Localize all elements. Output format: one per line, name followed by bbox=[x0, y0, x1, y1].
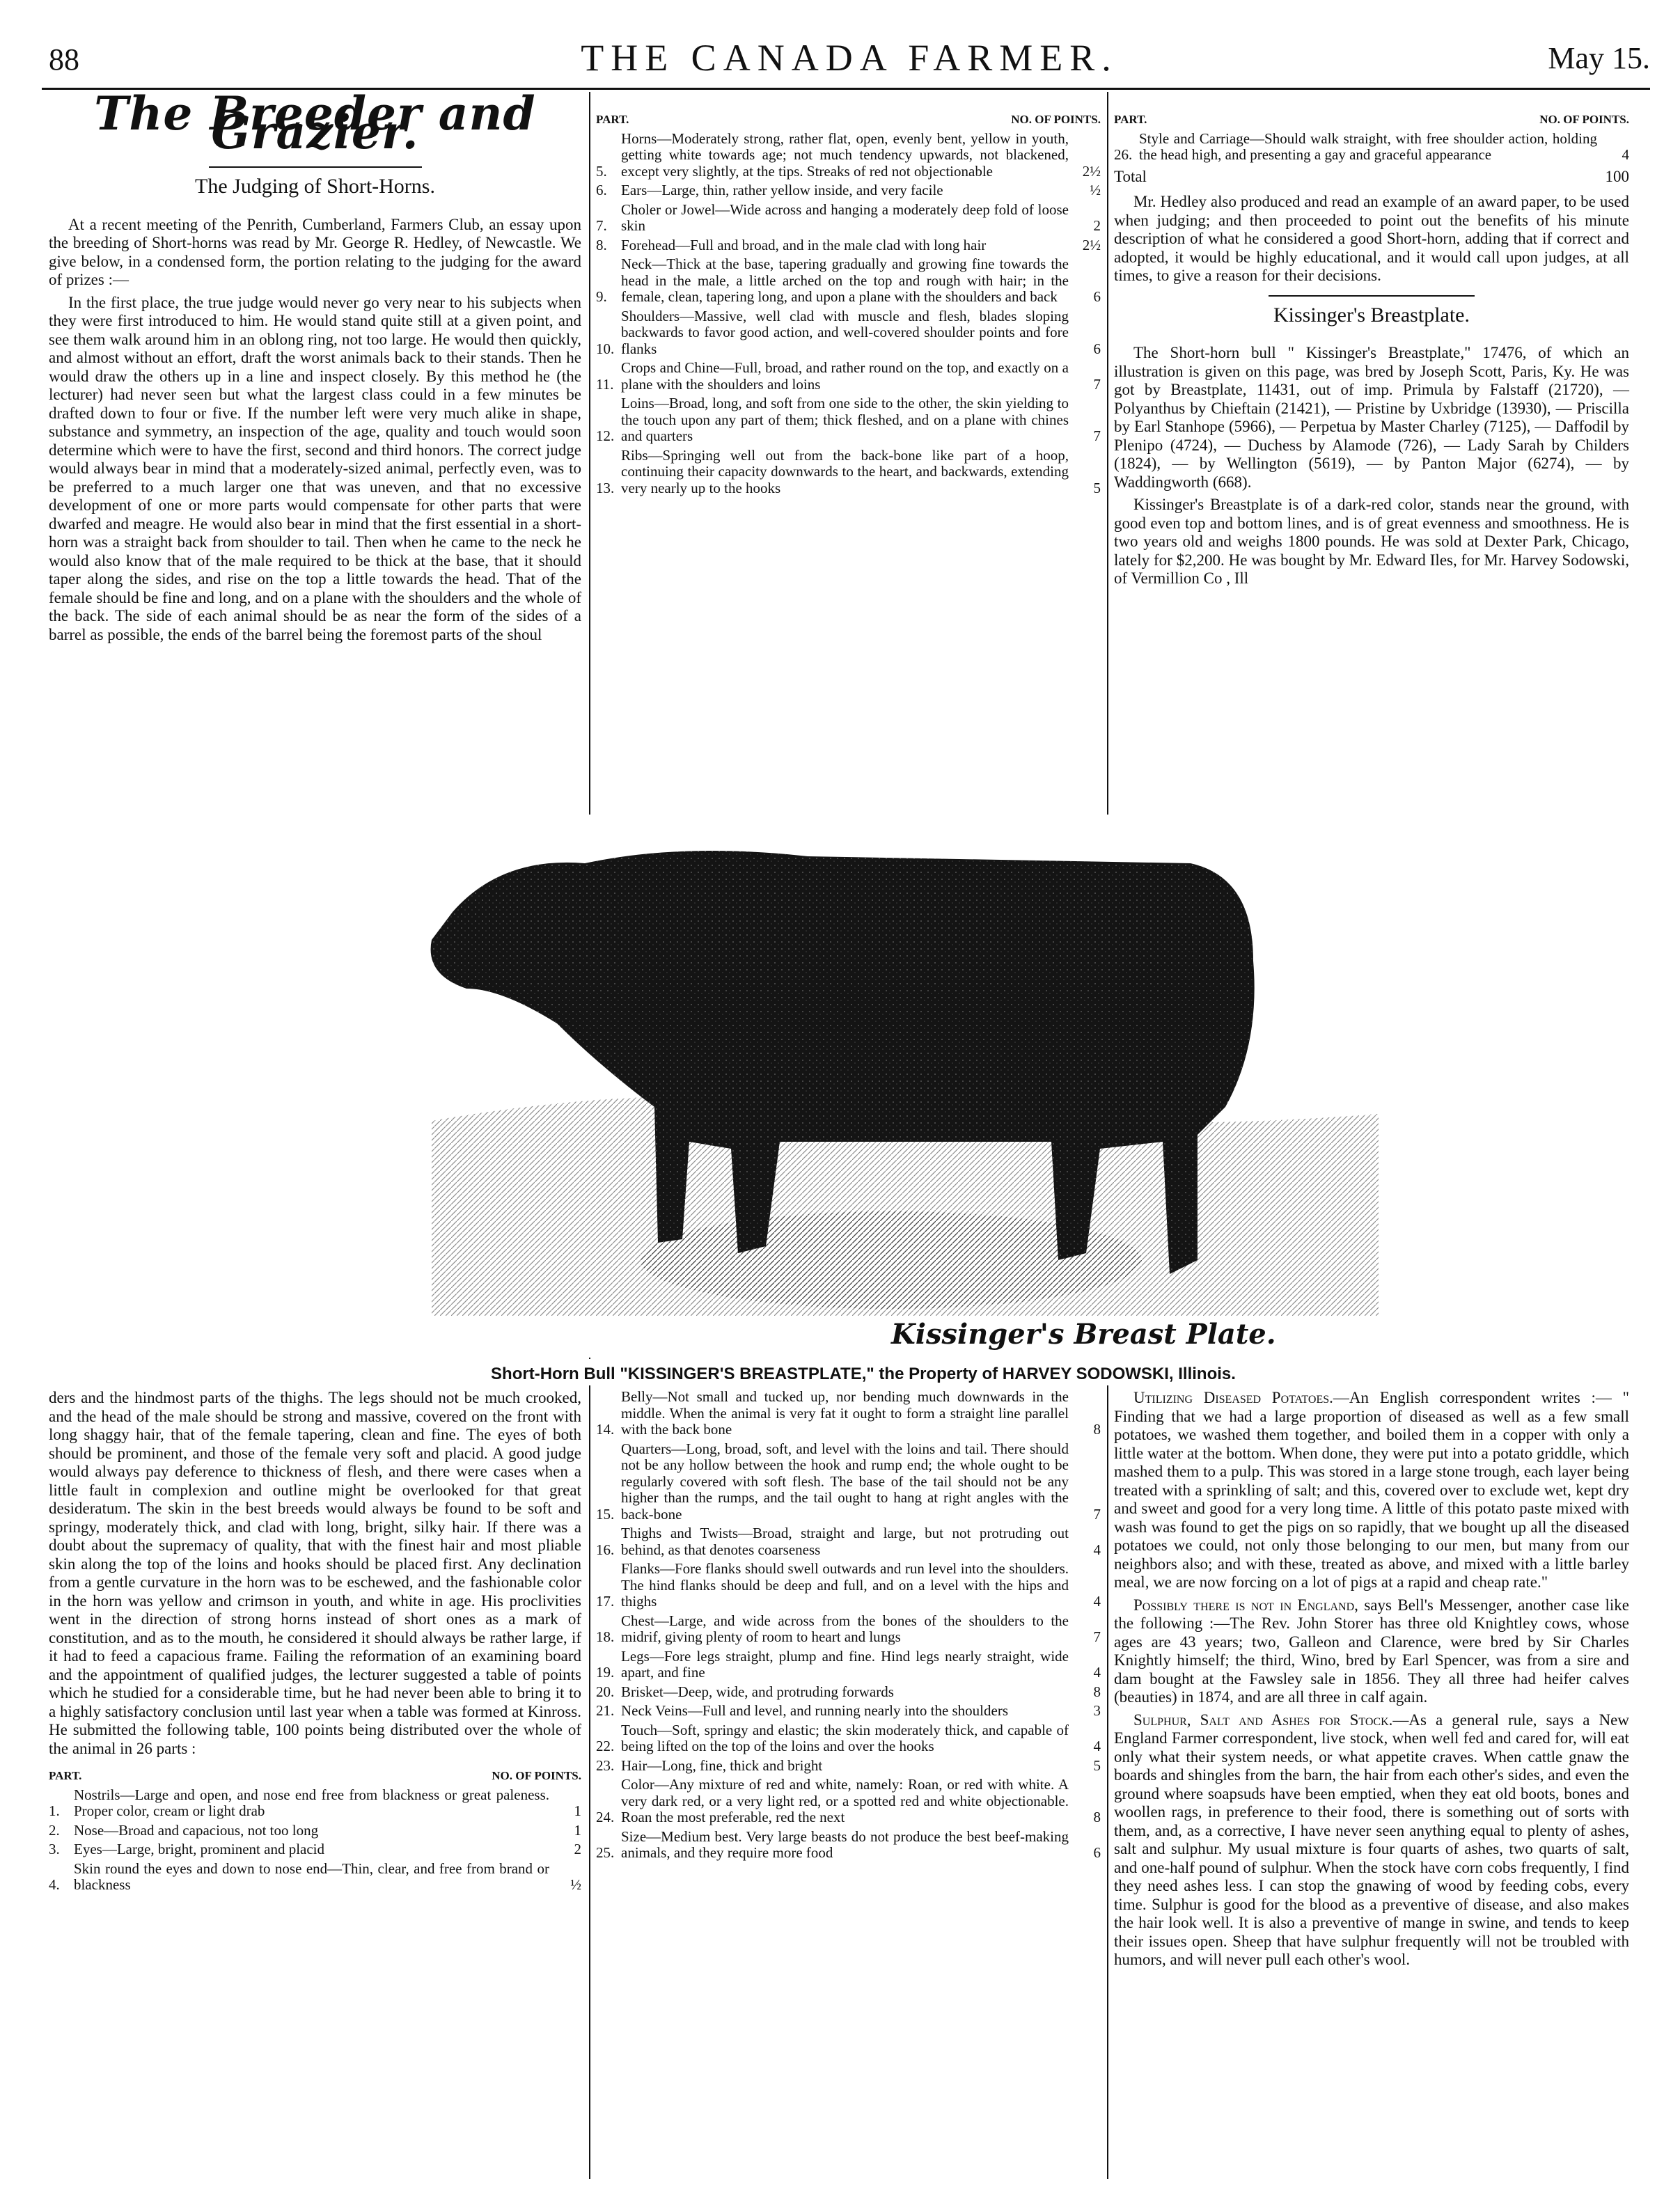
part-description: Touch—Soft, springy and elastic; the skin moderately thick, and capable of being lifted on the top of the loins and over the hooks bbox=[621, 1721, 1069, 1754]
right-column-bottom bbox=[1114, 1389, 1629, 1974]
part-number: 2. bbox=[49, 1821, 60, 1839]
part-number: 15. bbox=[596, 1505, 615, 1523]
masthead bbox=[49, 36, 1650, 78]
points-row bbox=[596, 395, 1101, 445]
points-row bbox=[596, 131, 1101, 180]
part-description: Color—Any mixture of red and white, namely: Roan, or red with white. A very dark red, or a very light red, or a spotted red and white objectionable. Roan the most preferable, red the next bbox=[621, 1776, 1069, 1825]
part-number: 19. bbox=[596, 1664, 615, 1681]
header-points: NO. OF POINTS. bbox=[492, 1769, 581, 1782]
part-description: Skin round the eyes and down to nose end—Thin, clear, and free from brand or blackness bbox=[74, 1860, 549, 1893]
part-number: 22. bbox=[596, 1738, 615, 1754]
points-row bbox=[596, 1703, 1101, 1720]
points-row bbox=[596, 1561, 1101, 1610]
part-points: 2½ bbox=[1082, 236, 1101, 253]
points-row bbox=[596, 237, 1101, 254]
article-paragraph: At a recent meeting of the Penrith, Cumberland, Farmers Club, an essay upon the breeding of Short-horns was read by Mr. George R. Hedley, of Newcastle. We give below, in a condensed form, the portion relating to the judging for the award of prizes :— bbox=[49, 215, 581, 288]
part-number: 18. bbox=[596, 1628, 615, 1645]
points-row bbox=[596, 1649, 1101, 1681]
potatoes-lead: Utilizing Diseased Potatoes. bbox=[1133, 1389, 1333, 1406]
part-number: 17. bbox=[596, 1593, 615, 1610]
england-text: says Bell's Messenger, another case like the following :—The Rev. John Storer has three old Knightley cows, whose ages are 43 years; two, Galleon and Clarence, were bred by Sir Charles Knightly himself; the third, Wino, bred by Earl Spencer, was from a sire and dam bought at the Fawsley sale in 1856. They all three had heifer calves (beauties) in 1874, and are all three in calf again. bbox=[1114, 1596, 1630, 1706]
part-number: 11. bbox=[596, 375, 614, 393]
part-points: 4 bbox=[1093, 1541, 1101, 1558]
part-number: 14. bbox=[596, 1421, 615, 1438]
points-row bbox=[596, 1525, 1101, 1558]
part-description: Eyes—Large, bright, prominent and placid bbox=[74, 1841, 325, 1857]
part-description: Crops and Chine—Full, broad, and rather round on the top, and exactly on a plane with the shoulders and loins bbox=[621, 359, 1069, 393]
points-table-bottom bbox=[596, 1389, 1101, 1864]
potatoes-text: —An English correspondent writes :— " Finding that we had a large proportion of diseased as well as a few small potatoes, we washed them together, and boiled them in a copper with only a little water at the bottom. When done, they were put into a potato griddle, which mashed them to a pulp. This was stored in a large stone trough, each layer being treated with a sprinkling of salt; and this, covered over to exclude wet, kept dry and sweet and good for a very long time. A little of this potato paste mixed with wash was found to get the pigs on so rapidly, that we bought up all the diseased potatoes we could, not only those belonging to our men, but many from our neighbors also; and with these, treated as above, and mixed with a little barley meal, we are now forcing on a lot of pigs at a rapid and cheap rate." bbox=[1114, 1389, 1630, 1591]
plate-label: Kissinger's Breast Plate. bbox=[891, 1318, 1276, 1351]
part-number: 8. bbox=[596, 236, 607, 253]
part-points: 1 bbox=[574, 1821, 581, 1839]
part-number: 21. bbox=[596, 1702, 615, 1719]
header-points: NO. OF POINTS. bbox=[1011, 113, 1101, 126]
part-description: Ears—Large, thin, rather yellow inside, and very facile bbox=[621, 182, 943, 198]
part-description: Nose—Broad and capacious, not too long bbox=[74, 1821, 319, 1839]
bull-illustration bbox=[390, 815, 1399, 1358]
part-points: 5 bbox=[1093, 1756, 1101, 1774]
article-paragraph: In the first place, the true judge would never go very near to his subjects when they were first introduced to him. He would stand quite still at a given point, and see them walk around him in an oblong ring, not too large. He would then quickly, and almost without an effort, draft the worst animals back to their stands. Then he would draw the others up in a line and inspect closely. By this method he (the lecturer) had never seen but what the largest class could in a few minutes be drafted down to four or five. If the number left were very much alike in shape, substance and symmetry, an inspection of the age, quality and touch would soon determine which were to have the first, second and third honors. The correct judge would always bear in mind that a moderately-sized animal, perfectly even, was to be preferred to a much larger one that was uneven, and that no excessive development of one or more parts would compensate for other parts that were dwarfed and meagre. He would also bear in mind that the first essential in a short-horn was a straight back from shoulder to tail. Then when he came to the neck he would also know that of the male required to be thick at the base, that it should taper along the sides, and rise on the top a little towards the head. That of the female should be fine and long, and on a plane with the shoulders and the whole of the back. The side of each animal should be as near the form of the sides of a barrel as possible, the ends of the barrel being the foremost parts of the shoul bbox=[49, 293, 581, 643]
part-points: 5 bbox=[1093, 479, 1101, 496]
part-points: 3 bbox=[1093, 1702, 1101, 1719]
part-points: 2 bbox=[574, 1841, 581, 1857]
part-number: 16. bbox=[596, 1541, 615, 1558]
part-points: 4 bbox=[1093, 1593, 1101, 1610]
header-part: PART. bbox=[1114, 113, 1147, 126]
part-description: Chest—Large, and wide across from the bones of the shoulders to the midrif, giving plenty of room to heart and lungs bbox=[621, 1612, 1069, 1645]
points-row bbox=[49, 1823, 581, 1839]
england-item bbox=[1114, 1596, 1629, 1707]
column-divider bbox=[1107, 1385, 1108, 2179]
department-heading: The Breeder and Grazier. bbox=[94, 86, 536, 159]
part-number: 1. bbox=[49, 1802, 60, 1819]
hedley-paragraph: Mr. Hedley also produced and read an example of an award paper, to be used when judging; and then proceeded to point out the benefits of his minute description of what he considered a good Short-horn, adding that if correct and adopted, it would be highly educational, and it would call upon judges, at all times, to give a reason for their decisions. bbox=[1114, 193, 1629, 284]
table-header bbox=[49, 1768, 581, 1784]
part-points: 7 bbox=[1093, 1505, 1101, 1523]
points-row bbox=[596, 1829, 1101, 1862]
part-description: Hair—Long, fine, thick and bright bbox=[621, 1756, 823, 1774]
part-points: 2 bbox=[1093, 217, 1101, 234]
points-row bbox=[596, 1722, 1101, 1755]
points-row bbox=[596, 308, 1101, 358]
kissinger-headline: Kissinger's Breastplate. bbox=[1273, 303, 1470, 327]
part-points: 6 bbox=[1093, 288, 1101, 305]
table-header bbox=[1114, 111, 1629, 128]
column-divider bbox=[1107, 92, 1108, 816]
points-row bbox=[596, 448, 1101, 497]
points-row bbox=[596, 1613, 1101, 1646]
part-number: 24. bbox=[596, 1809, 615, 1825]
part-number: 25. bbox=[596, 1844, 615, 1861]
header-part: PART. bbox=[49, 1769, 82, 1782]
part-number: 13. bbox=[596, 479, 615, 496]
part-description: Nostrils—Large and open, and nose end free from blackness or great paleness. Proper color, cream or light drab bbox=[74, 1786, 549, 1819]
sulphur-item bbox=[1114, 1711, 1629, 1970]
points-row bbox=[596, 202, 1101, 235]
potatoes-item bbox=[1114, 1389, 1629, 1592]
part-number: 9. bbox=[596, 288, 607, 305]
england-lead: Possibly there is not in England, bbox=[1133, 1596, 1358, 1614]
part-points: 6 bbox=[1093, 1844, 1101, 1861]
points-row bbox=[596, 182, 1101, 199]
sulphur-lead: Sulphur, Salt and Ashes for Stock. bbox=[1133, 1711, 1393, 1729]
points-table-top bbox=[596, 111, 1101, 499]
part-number: 6. bbox=[596, 182, 607, 198]
divider bbox=[1269, 295, 1475, 297]
article-headline: The Judging of Short-Horns. bbox=[195, 175, 435, 198]
points-row bbox=[49, 1861, 581, 1894]
left-column-bottom bbox=[49, 1389, 581, 1896]
part-description: Thighs and Twists—Broad, straight and large, but not protruding out behind, as that denotes coarseness bbox=[621, 1525, 1069, 1558]
part-points: ½ bbox=[1090, 182, 1101, 198]
table-header bbox=[596, 111, 1101, 128]
illustration-caption: Short-Horn Bull "KISSINGER'S BREASTPLATE," the Property of HARVEY SODOWSKI, Illinois. bbox=[491, 1365, 1236, 1383]
points-row bbox=[596, 1758, 1101, 1775]
part-description: Neck—Thick at the base, tapering gradually and growing fine towards the head in the male, a little arched on the top and rough with hair; in the female, clean, tapering long, and upon a plane with the shoulders and back bbox=[621, 256, 1069, 305]
part-points: 6 bbox=[1093, 340, 1101, 357]
part-points: 7 bbox=[1093, 427, 1101, 444]
points-row bbox=[49, 1841, 581, 1858]
points-row bbox=[596, 1441, 1101, 1523]
part-number: 26. bbox=[1114, 146, 1133, 163]
part-points: 4 bbox=[1093, 1664, 1101, 1681]
sulphur-text: —As a general rule, says a New England Farmer correspondent, live stock, when well fed and cared for, will eat only what their system needs, or what appetite craves. When cattle gnaw the boards and shingles from the barn, the hair from each other's sides, and even the ground where soapsuds have been emptied, when they eat old boots, bones and woollen rags, in preference to their food, there is something out of sorts with them, and, as a corrective, I have never seen anything equal to plenty of ashes, salt and sulphur. My usual mixture is four quarts of ashes, two quarts of salt, and one-half pound of sulphur. When the stock have corn cobs frequently, I find they need ashes less. I can stop the gnawing of wood by feeding cobs, every time. Sulphur is good for the blood as a preventive of disease, and also makes the hair look well. It is also a preventive of mange in swine, and tends to keep their issues open. Sheep that have sulphur frequently will not be troubled with humors, and will never pull each other's wool. bbox=[1114, 1711, 1629, 1968]
part-description: Style and Carriage—Should walk straight, with free shoulder action, holding the head high, and presenting a gay and graceful appearance bbox=[1139, 129, 1597, 163]
part-number: 10. bbox=[596, 340, 615, 357]
kissinger-description: Kissinger's Breastplate is of a dark-red color, stands near the ground, with good even top and bottom lines, and is of great evenness and smoothness. He is two years old and weighs 1800 pounds. He was sold at Dexter Park, Chicago, lately for $2,200. He was bought by Mr. Edward Iles, for Mr. Harvey Sodowski, of Vermillion Co , Ill bbox=[1114, 496, 1629, 587]
points-row bbox=[596, 1684, 1101, 1701]
part-number: 3. bbox=[49, 1841, 60, 1857]
part-description: Horns—Moderately strong, rather flat, open, evenly bent, yellow in youth, getting white towards age; not much tendency upwards, not blackened, except very slightly, at the tips. Streaks of red not objectionable bbox=[621, 129, 1069, 180]
points-row bbox=[1114, 131, 1629, 164]
part-points: 2½ bbox=[1082, 162, 1101, 180]
column-divider bbox=[589, 1385, 590, 2179]
part-points: 8 bbox=[1093, 1421, 1101, 1438]
part-description: Shoulders—Massive, well clad with muscle and flesh, blades sloping backwards to favor good action, and well-covered shoulder points and fore flanks bbox=[621, 307, 1069, 357]
part-description: Brisket—Deep, wide, and protruding forwards bbox=[621, 1683, 894, 1700]
part-points: 7 bbox=[1093, 375, 1101, 393]
kissinger-pedigree: The Short-horn bull " Kissinger's Breastplate," 17476, of which an illustration is given on this page, was bred by Joseph Scott, Paris, Ky. He was got by Breastplate, 11431, out of imp. Primula by Falstaff (21720), — Polyanthus by Chieftain (21421), — Pristine by Uxbridge (13930), — Priscilla by Earl Stanhope (5966), — Perpetua by Master Charley (7125), — Daffodil by Plenipo (4724), — Duchess by Alamode (726), — Lady Sarah by Childers (1824), — by Wellington (5619), — by Panton Major (6274), — by Waddingworth (668). bbox=[1114, 344, 1629, 491]
part-description: Choler or Jowel—Wide across and hanging a moderately deep fold of loose skin bbox=[621, 201, 1069, 234]
part-number: 20. bbox=[596, 1683, 615, 1700]
page-number: 88 bbox=[49, 42, 79, 77]
divider bbox=[209, 166, 422, 168]
part-points: ½ bbox=[570, 1876, 581, 1893]
article-continuation: ders and the hindmost parts of the thighs. The legs should not be much crooked, and the head of the male should be strong and massive, covered on the front with long shaggy hair, that of the female tapering, clean and fine. The eyes of both should be prominent, and those of the female very soft and placid. A good judge would always pay deference to thickness of flesh, and there were cases when a little fault in complexion and outline might be overlooked for that great desideratum. The skin in the best breeds would always be found to be soft and springy, moderately thick, and clad with long, bright, silky hair. If there was a doubt about the supremacy of quality, that with the finest hair and most pliable skin along the top of the loins and hooks should be placed first. Any declination from a gentle curvature in the horn was to be eschewed, and the fashionable color in the horn was yellow and crimson in youth, and white in age. His proclivities went in the direction of strong horns instead of short ones as a mark of constitution, and as to the mouth, he considered it should always be rather large, if it had to feed a capacious frame. Failing the reformation of an examining board and the appointment of qualified judges, the lecturer suggested a table of points which he studied for a considerable time, but he had never been able to bring it to a highly satisfactory conclusion until last year when a table was formed at Kinross. He submitted the following table, 100 points being distributed over the whole of the animal in 26 parts : bbox=[49, 1389, 581, 1757]
total-label: Total bbox=[1114, 167, 1147, 185]
part-points: 8 bbox=[1093, 1683, 1101, 1700]
part-points: 4 bbox=[1093, 1738, 1101, 1754]
points-row bbox=[596, 1389, 1101, 1438]
part-points: 7 bbox=[1093, 1628, 1101, 1645]
part-description: Ribs—Springing well out from the back-bone like part of a hoop, continuing their capacity downwards to the heart, and backwards, extending very nearly up to the hooks bbox=[621, 446, 1069, 496]
part-points: 4 bbox=[1622, 146, 1629, 163]
part-number: 5. bbox=[596, 162, 607, 180]
points-row bbox=[596, 360, 1101, 393]
part-points: 1 bbox=[574, 1802, 581, 1819]
part-number: 12. bbox=[596, 427, 615, 444]
right-column bbox=[1114, 111, 1629, 592]
part-description: Belly—Not small and tucked up, nor bending much downwards in the middle. When the animal is very fat it ought to form a straight line parallel with the back bone bbox=[621, 1388, 1069, 1438]
part-number: 7. bbox=[596, 217, 607, 234]
points-row bbox=[49, 1787, 581, 1820]
part-description: Size—Medium best. Very large beasts do not produce the best beef-making animals, and they require more food bbox=[621, 1827, 1069, 1861]
part-description: Loins—Broad, long, and soft from one side to the other, the skin yielding to the touch upon any part of them; thick fleshed, and on a plane with chines and quarters bbox=[621, 395, 1069, 444]
header-points: NO. OF POINTS. bbox=[1539, 113, 1629, 126]
part-description: Legs—Fore legs straight, plump and fine. Hind legs nearly straight, wide apart, and fine bbox=[621, 1647, 1069, 1681]
issue-date: May 15. bbox=[1548, 41, 1650, 75]
total-value: 100 bbox=[1605, 167, 1629, 185]
header-part: PART. bbox=[596, 113, 629, 126]
points-row bbox=[596, 256, 1101, 306]
part-points: 8 bbox=[1093, 1809, 1101, 1825]
part-number: 23. bbox=[596, 1756, 615, 1774]
part-description: Neck Veins—Full and level, and running nearly into the shoulders bbox=[621, 1702, 1009, 1719]
part-description: Flanks—Fore flanks should swell outwards and run level into the shoulders. The hind flanks should be deep and full, and on a level with the hips and thighs bbox=[621, 1560, 1069, 1610]
part-description: Quarters—Long, broad, soft, and level with the loins and tail. There should not be any hollow between the hook and rump end; the whole ought to be regularly covered with soft flesh. The base of the tail should not be any higher than the rumps, and the tail ought to hang at right angles with the back-bone bbox=[621, 1440, 1069, 1523]
part-description: Forehead—Full and broad, and in the male clad with long hair bbox=[621, 236, 987, 253]
newspaper-title: THE CANADA FARMER. bbox=[581, 37, 1118, 79]
bull-engraving bbox=[390, 815, 1399, 1358]
part-number: 4. bbox=[49, 1876, 60, 1893]
total-row bbox=[1114, 168, 1629, 187]
points-row bbox=[596, 1777, 1101, 1826]
left-column bbox=[49, 86, 581, 648]
